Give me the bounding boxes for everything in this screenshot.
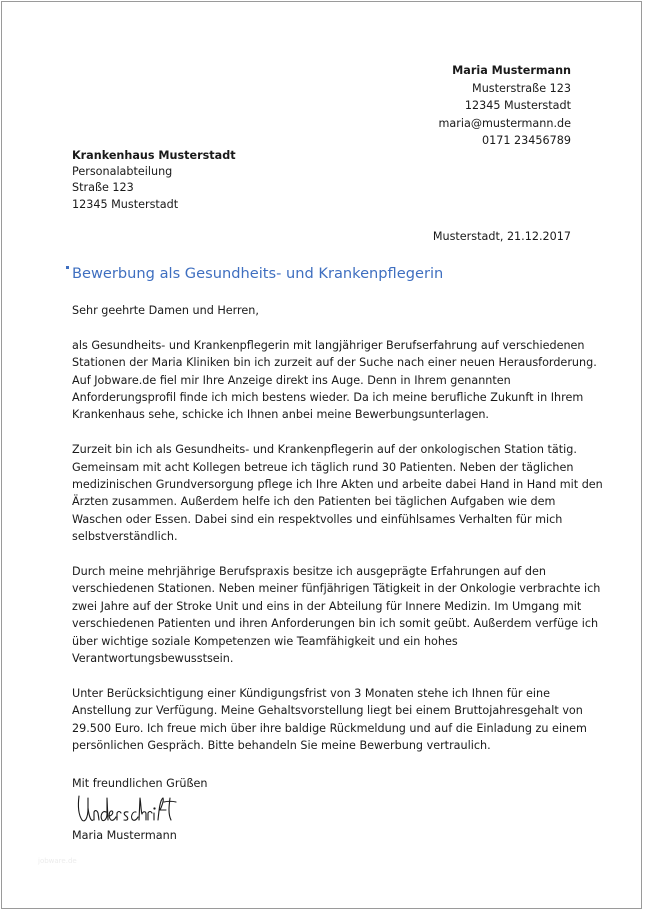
paragraph-line: verschiedenen Patienten und ihren Anforderungen bin ich somit geübt. Außerdem verfüge ich bbox=[72, 617, 599, 631]
paragraph bbox=[72, 337, 597, 424]
letter-subject: Bewerbung als Gesundheits- und Krankenpflegerin bbox=[72, 265, 444, 282]
paragraph-line: persönlichen Gespräch. Bitte behandeln Sie meine Bewerbung vertraulich. bbox=[72, 739, 491, 753]
paragraph-line: über wichtige soziale Kompetenzen wie Teamfähigkeit und ein hohes bbox=[72, 634, 458, 648]
signature-image bbox=[76, 792, 186, 828]
paragraph bbox=[72, 685, 587, 755]
sender-address bbox=[439, 62, 571, 150]
paragraph-line: Stationen der Maria Kliniken bin ich zurzeit auf der Suche nach einer neuen Herausforderung. bbox=[72, 356, 597, 370]
salutation: Sehr geehrte Damen und Herren, bbox=[72, 304, 259, 317]
letter-body bbox=[72, 302, 603, 772]
paragraph-line: Krankenhaus sehe, schicke ich Ihnen anbei meine Bewerbungsunterlagen. bbox=[72, 408, 489, 422]
paragraph-line: Auf Jobware.de fiel mir Ihre Anzeige direkt ins Auge. Denn in Ihrem genannten bbox=[72, 373, 511, 387]
sender-phone: 0171 23456789 bbox=[482, 134, 571, 148]
paragraph-line: 29.500 Euro. Ich freue mich über ihre baldige Rückmeldung und auf die Einladung zu einem bbox=[72, 721, 587, 735]
paragraph-line: als Gesundheits- und Krankenpflegerin mit langjähriger Berufserfahrung auf verschiedenen bbox=[72, 338, 585, 352]
paragraph-line: medizinischen Grundversorgung pflege ich Ihre Akten und arbeite dabei Hand in Hand mit den bbox=[72, 478, 603, 492]
recipient-department: Personalabteilung bbox=[72, 165, 173, 179]
letter-date: Musterstadt, 21.12.2017 bbox=[432, 230, 571, 243]
paragraph-line: Verantwortungsbewusstsein. bbox=[72, 652, 234, 666]
recipient-organization: Krankenhaus Musterstadt bbox=[72, 149, 236, 162]
subject-marker bbox=[66, 266, 69, 269]
recipient-city: 12345 Musterstadt bbox=[72, 197, 179, 211]
signer-name: Maria Mustermann bbox=[72, 829, 177, 842]
paragraph-line: verschiedenen Stationen. Neben meiner fünfjährigen Tätigkeit in der Onkologie verbrachte ich bbox=[72, 582, 601, 596]
recipient-street: Straße 123 bbox=[72, 181, 134, 195]
paragraph bbox=[72, 563, 601, 667]
letter-page bbox=[1, 1, 642, 909]
sender-name: Maria Mustermann bbox=[452, 64, 571, 77]
paragraph bbox=[72, 441, 603, 545]
paragraph-line: Anforderungsprofil finde ich mich bestens wieder. Da ich meine berufliche Zukunft in Ihrem bbox=[72, 391, 584, 405]
sender-email: maria@mustermann.de bbox=[438, 116, 571, 130]
watermark: jobware.de bbox=[38, 857, 77, 865]
recipient-address bbox=[72, 148, 236, 213]
paragraph-line: Durch meine mehrjährige Berufspraxis besitze ich ausgeprägte Erfahrungen auf den bbox=[72, 565, 546, 579]
paragraph-line: Waschen oder Essen. Dabei sind ein respektvolles und einfühlsames Verhalten für mich bbox=[72, 512, 563, 526]
closing: Mit freundlichen Grüßen bbox=[72, 777, 208, 790]
sender-street: Musterstraße 123 bbox=[472, 81, 571, 95]
paragraph-line: zwei Jahre auf der Stroke Unit und eins in der Abteilung für Innere Medizin. Im Umgang mit bbox=[72, 599, 582, 613]
paragraph-line: Gemeinsam mit acht Kollegen betreue ich täglich rund 30 Patienten. Neben der täglichen bbox=[72, 460, 574, 474]
paragraph-line: Unter Berücksichtigung einer Kündigungsfrist von 3 Monaten stehe ich Ihnen für eine bbox=[72, 686, 550, 700]
paragraph-line: Anstellung zur Verfügung. Meine Gehaltsvorstellung liegt bei einem Bruttojahresgehalt von bbox=[72, 704, 583, 718]
paragraph-line: Zurzeit bin ich als Gesundheits- und Krankenpflegerin auf der onkologischen Station tätig. bbox=[72, 443, 577, 457]
paragraph-line: Ärzten zusammen. Außerdem helfe ich den Patienten bei täglichen Aufgaben wie dem bbox=[72, 495, 556, 509]
sender-city: 12345 Musterstadt bbox=[464, 99, 571, 113]
paragraph-line: selbstverständlich. bbox=[72, 530, 178, 544]
